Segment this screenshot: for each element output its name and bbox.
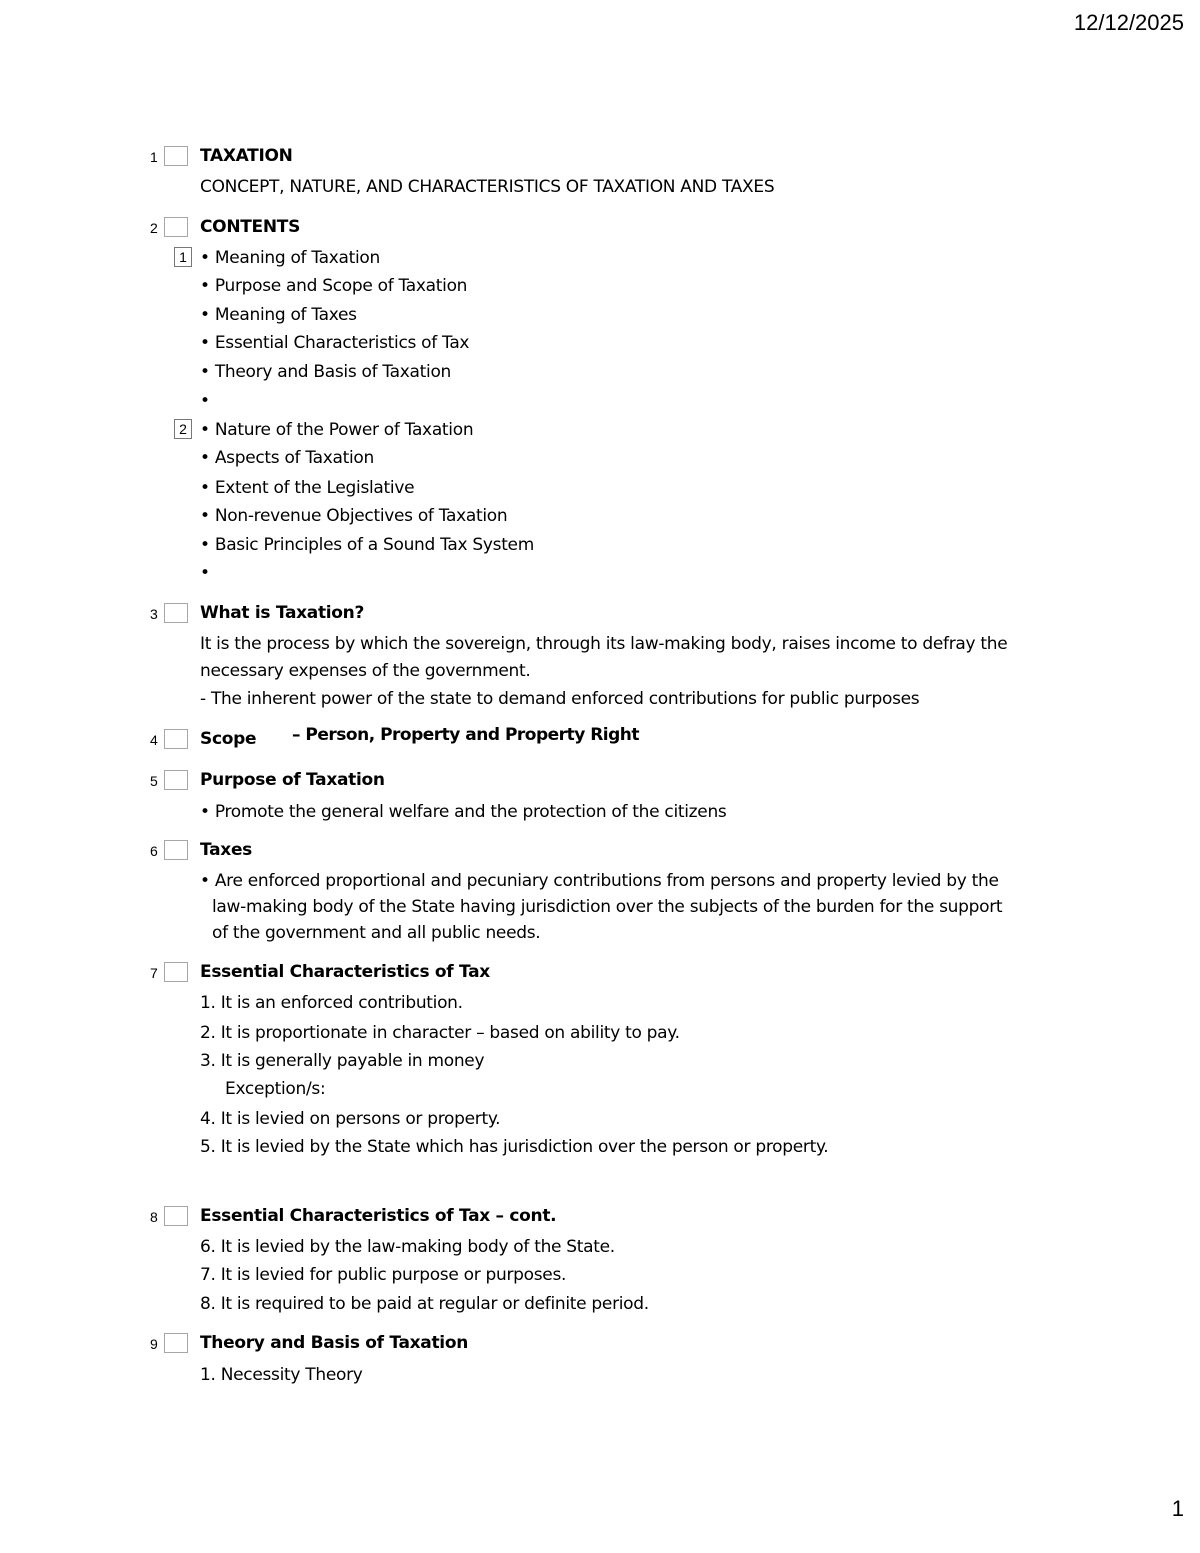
list-item: • Purpose and Scope of Taxation: [200, 276, 468, 296]
slide-number: 3: [150, 606, 158, 622]
list-item: 6. It is levied by the law-making body of the State.: [200, 1237, 615, 1257]
list-item: • Nature of the Power of Taxation: [200, 420, 474, 440]
list-item: • Promote the general welfare and the protection of the citizens: [200, 802, 727, 822]
slide-title: Theory and Basis of Taxation: [200, 1333, 469, 1353]
list-item: 2. It is proportionate in character – based on ability to pay.: [200, 1023, 680, 1043]
slide-title: Scope: [200, 729, 257, 749]
slide-thumbnail: [164, 962, 188, 982]
list-item: 1. It is an enforced contribution.: [200, 993, 463, 1013]
list-item: of the government and all public needs.: [212, 923, 541, 943]
slide-number: 9: [150, 1336, 158, 1352]
slide-title: Essential Characteristics of Tax – cont.: [200, 1206, 557, 1226]
list-item: • Meaning of Taxation: [200, 248, 380, 268]
list-item: • Theory and Basis of Taxation: [200, 362, 452, 382]
animation-marker: 2: [174, 419, 192, 439]
slide-thumbnail: [164, 603, 188, 623]
slide-thumbnail: [164, 217, 188, 237]
slide-thumbnail: [164, 1206, 188, 1226]
list-item: • Essential Characteristics of Tax: [200, 333, 470, 353]
list-item: • Extent of the Legislative: [200, 478, 415, 498]
slide-number: 5: [150, 773, 158, 789]
slide-thumbnail: [164, 840, 188, 860]
list-item: law-making body of the State having jurisdiction over the subjects of the burden for the support: [212, 897, 1003, 917]
slide-number: 6: [150, 843, 158, 859]
list-item: •: [200, 563, 210, 583]
slide-title: What is Taxation?: [200, 603, 365, 623]
slide-title: Purpose of Taxation: [200, 770, 385, 790]
slide-number: 1: [150, 149, 158, 165]
list-item: 5. It is levied by the State which has jurisdiction over the person or property.: [200, 1137, 829, 1157]
list-item: 4. It is levied on persons or property.: [200, 1109, 501, 1129]
slide-tagline: – Person, Property and Property Right: [292, 725, 640, 745]
slide-number: 4: [150, 732, 158, 748]
slide-text: - The inherent power of the state to demand enforced contributions for public purposes: [200, 689, 920, 709]
page-number: 1: [1171, 1496, 1184, 1521]
list-item: 3. It is generally payable in money: [200, 1051, 485, 1071]
list-item: • Non-revenue Objectives of Taxation: [200, 506, 508, 526]
slide-text: necessary expenses of the government.: [200, 661, 531, 681]
slide-number: 8: [150, 1209, 158, 1225]
slide-thumbnail: [164, 729, 188, 749]
list-item: 7. It is levied for public purpose or purposes.: [200, 1265, 567, 1285]
animation-marker: 1: [174, 247, 192, 267]
slide-thumbnail: [164, 1333, 188, 1353]
slide-text: It is the process by which the sovereign, through its law-making body, raises income to defray the: [200, 634, 1008, 654]
slide-title: Essential Characteristics of Tax: [200, 962, 490, 982]
slide-thumbnail: [164, 770, 188, 790]
slide-title: TAXATION: [200, 146, 293, 166]
slide-number: 7: [150, 965, 158, 981]
list-item: •: [200, 391, 210, 411]
list-item: 8. It is required to be paid at regular or definite period.: [200, 1294, 649, 1314]
slide-title: CONTENTS: [200, 217, 301, 237]
list-item: • Aspects of Taxation: [200, 448, 374, 468]
list-item: • Basic Principles of a Sound Tax System: [200, 535, 534, 555]
list-item: • Are enforced proportional and pecuniary contributions from persons and property levied by the: [200, 871, 999, 891]
slide-thumbnail: [164, 146, 188, 166]
print-date: 12/12/2025: [1073, 10, 1184, 35]
list-item: • Meaning of Taxes: [200, 305, 357, 325]
slide-title: Taxes: [200, 840, 252, 860]
slide-text: CONCEPT, NATURE, AND CHARACTERISTICS OF TAXATION AND TAXES: [200, 177, 775, 197]
list-item: Exception/s:: [225, 1079, 326, 1099]
list-item: 1. Necessity Theory: [200, 1365, 363, 1385]
slide-number: 2: [150, 220, 158, 236]
